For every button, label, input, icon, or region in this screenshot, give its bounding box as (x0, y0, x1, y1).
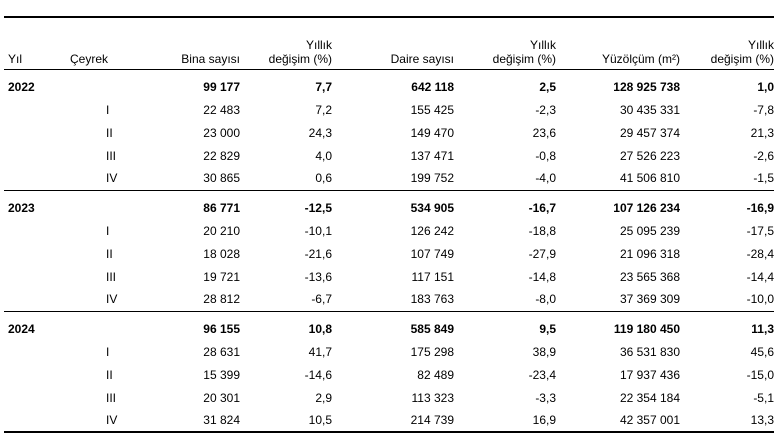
header-change-line1: Yıllık (747, 37, 774, 52)
buildings-change-cell: 4,0 (315, 148, 332, 163)
buildings-cell: 15 399 (203, 367, 240, 382)
area-cell: 25 095 239 (619, 223, 680, 238)
buildings-cell: 19 721 (203, 269, 240, 284)
dwellings-change-cell: -8,0 (454, 288, 556, 311)
dwellings-cell: 585 849 (410, 321, 454, 336)
quarter-label: I (106, 102, 110, 117)
year-total-row (4, 311, 774, 340)
quarter-row (4, 98, 774, 121)
dwellings-cell: 126 242 (410, 223, 454, 238)
buildings-change-cell: 7,7 (315, 79, 332, 94)
area-change-cell: 21,3 (750, 125, 774, 140)
quarter-row (4, 219, 774, 242)
area-change-cell: 11,3 (751, 321, 774, 336)
area-change-cell: -5,1 (753, 390, 774, 405)
year-label: 2022 (8, 79, 35, 94)
area-change-cell: 45,6 (750, 344, 774, 359)
area-cell: 30 435 331 (619, 102, 680, 117)
area-change-cell: -16,9 (746, 200, 774, 215)
area-change-cell: -17,5 (746, 223, 774, 238)
quarter-row (4, 265, 774, 288)
quarter-label (70, 311, 136, 340)
header-quarter: Çeyrek (70, 17, 136, 69)
buildings-change-cell: -10,1 (304, 223, 332, 238)
quarter-row (4, 340, 774, 363)
header-area-change (680, 17, 774, 69)
dwellings-cell: 137 471 (410, 148, 454, 163)
area-change-cell: -7,8 (753, 102, 774, 117)
buildings-cell: 22 483 (203, 102, 240, 117)
year-label (4, 219, 70, 242)
dwellings-cell: 214 739 (332, 409, 454, 432)
buildings-change-cell: -12,5 (304, 200, 332, 215)
dwellings-cell: 175 298 (410, 344, 454, 359)
dwellings-change-cell: -2,3 (535, 102, 556, 117)
header-change-line1: Yıllık (305, 37, 332, 52)
area-change-cell: -2,6 (753, 148, 774, 163)
header-change-line2: değişim (%) (268, 51, 332, 66)
year-total-row (4, 69, 774, 98)
area-cell: 29 457 374 (619, 125, 680, 140)
buildings-change-cell: -21,6 (304, 246, 332, 261)
buildings-change-cell: 10,5 (240, 409, 332, 432)
buildings-cell: 31 824 (136, 409, 240, 432)
year-label: 2023 (8, 200, 35, 215)
area-cell: 42 357 001 (556, 409, 680, 432)
dwellings-change-cell: 23,6 (532, 125, 556, 140)
area-cell: 128 925 738 (613, 79, 680, 94)
year-label (4, 363, 70, 386)
dwellings-cell: 155 425 (410, 102, 454, 117)
dwellings-cell: 642 118 (411, 79, 454, 94)
area-cell: 41 506 810 (556, 167, 680, 190)
buildings-cell: 28 631 (203, 344, 240, 359)
quarter-label: IV (70, 288, 136, 311)
dwellings-change-cell: 16,9 (454, 409, 556, 432)
year-label: 2024 (8, 321, 35, 336)
buildings-change-cell: 2,9 (315, 390, 332, 405)
quarter-row (4, 409, 774, 432)
header-change-line2: değişim (%) (710, 51, 774, 66)
dwellings-cell: 107 749 (410, 246, 454, 261)
area-change-cell: -14,4 (746, 269, 774, 284)
buildings-change-cell: 7,2 (315, 102, 332, 117)
quarter-label: II (106, 367, 113, 382)
quarter-label: III (106, 390, 117, 405)
header-change-line1: Yıllık (529, 37, 556, 52)
buildings-cell: 20 301 (203, 390, 240, 405)
quarter-label: II (106, 125, 113, 140)
dwellings-cell: 199 752 (332, 167, 454, 190)
quarter-label: III (106, 148, 117, 163)
area-change-cell: -1,5 (680, 167, 774, 190)
area-cell: 36 531 830 (619, 344, 680, 359)
quarter-label: IV (70, 409, 136, 432)
header-row (4, 17, 774, 69)
quarter-row (4, 121, 774, 144)
year-label (4, 98, 70, 121)
year-label (4, 121, 70, 144)
dwellings-cell: 534 905 (410, 200, 454, 215)
header-buildings-change (240, 17, 332, 69)
buildings-cell: 22 829 (203, 148, 240, 163)
dwellings-cell: 82 489 (417, 367, 454, 382)
buildings-change-cell: -13,6 (304, 269, 332, 284)
year-label (4, 288, 70, 311)
area-change-cell: 13,3 (680, 409, 774, 432)
buildings-change-cell: -6,7 (240, 288, 332, 311)
dwellings-change-cell: 2,5 (539, 79, 556, 94)
area-change-cell: -10,0 (680, 288, 774, 311)
area-cell: 27 526 223 (619, 148, 680, 163)
buildings-cell: 23 000 (203, 125, 240, 140)
buildings-change-cell: -14,6 (304, 367, 332, 382)
year-label (4, 242, 70, 265)
dwellings-change-cell: -3,3 (535, 390, 556, 405)
dwellings-cell: 149 470 (410, 125, 454, 140)
year-label (4, 386, 70, 409)
buildings-change-cell: 0,6 (240, 167, 332, 190)
quarter-row (4, 288, 774, 311)
buildings-cell: 30 865 (136, 167, 240, 190)
header-year: Yıl (4, 17, 70, 69)
area-cell: 37 369 309 (556, 288, 680, 311)
header-dwellings-change (454, 17, 556, 69)
header-change-line2: değişim (%) (492, 51, 556, 66)
header-buildings: Bina sayısı (136, 17, 240, 69)
quarter-label: I (106, 344, 110, 359)
quarter-label: IV (70, 167, 136, 190)
building-permits-table (4, 16, 774, 433)
dwellings-change-cell: -14,8 (528, 269, 556, 284)
dwellings-change-cell: 38,9 (532, 344, 556, 359)
buildings-cell: 96 155 (203, 321, 240, 336)
area-change-cell: 1,0 (757, 79, 774, 94)
quarter-row (4, 167, 774, 190)
area-cell: 22 354 184 (619, 390, 680, 405)
buildings-cell: 86 771 (203, 200, 240, 215)
buildings-change-cell: 24,3 (308, 125, 332, 140)
quarter-label: III (106, 269, 117, 284)
quarter-row (4, 363, 774, 386)
year-total-row (4, 190, 774, 219)
buildings-cell: 20 210 (203, 223, 240, 238)
dwellings-cell: 113 323 (411, 390, 454, 405)
year-label (4, 167, 70, 190)
dwellings-change-cell: -27,9 (528, 246, 556, 261)
dwellings-change-cell: -4,0 (454, 167, 556, 190)
buildings-change-cell: 41,7 (308, 344, 332, 359)
quarter-row (4, 386, 774, 409)
area-cell: 23 565 368 (619, 269, 680, 284)
header-area: Yüzölçüm (m²) (556, 17, 680, 69)
dwellings-cell: 117 151 (411, 269, 454, 284)
quarter-label (70, 69, 136, 98)
area-change-cell: -15,0 (746, 367, 774, 382)
year-label (4, 340, 70, 363)
buildings-cell: 18 028 (203, 246, 240, 261)
quarter-label: II (106, 246, 113, 261)
dwellings-cell: 183 763 (332, 288, 454, 311)
area-cell: 17 937 436 (619, 367, 680, 382)
area-change-cell: -28,4 (746, 246, 774, 261)
quarter-row (4, 144, 774, 167)
dwellings-change-cell: 9,5 (539, 321, 556, 336)
table-body (4, 69, 774, 432)
area-cell: 107 126 234 (613, 200, 680, 215)
dwellings-change-cell: -0,8 (535, 148, 556, 163)
dwellings-change-cell: -18,8 (528, 223, 556, 238)
area-cell: 21 096 318 (619, 246, 680, 261)
year-label (4, 144, 70, 167)
header-dwellings: Daire sayısı (332, 17, 454, 69)
year-label (4, 265, 70, 288)
dwellings-change-cell: -23,4 (528, 367, 556, 382)
dwellings-change-cell: -16,7 (528, 200, 556, 215)
quarter-row (4, 242, 774, 265)
year-label (4, 409, 70, 432)
area-cell: 119 180 450 (613, 321, 680, 336)
buildings-cell: 28 812 (136, 288, 240, 311)
quarter-label (70, 190, 136, 219)
quarter-label: I (106, 223, 110, 238)
buildings-cell: 99 177 (203, 79, 240, 94)
buildings-change-cell: 10,8 (308, 321, 332, 336)
